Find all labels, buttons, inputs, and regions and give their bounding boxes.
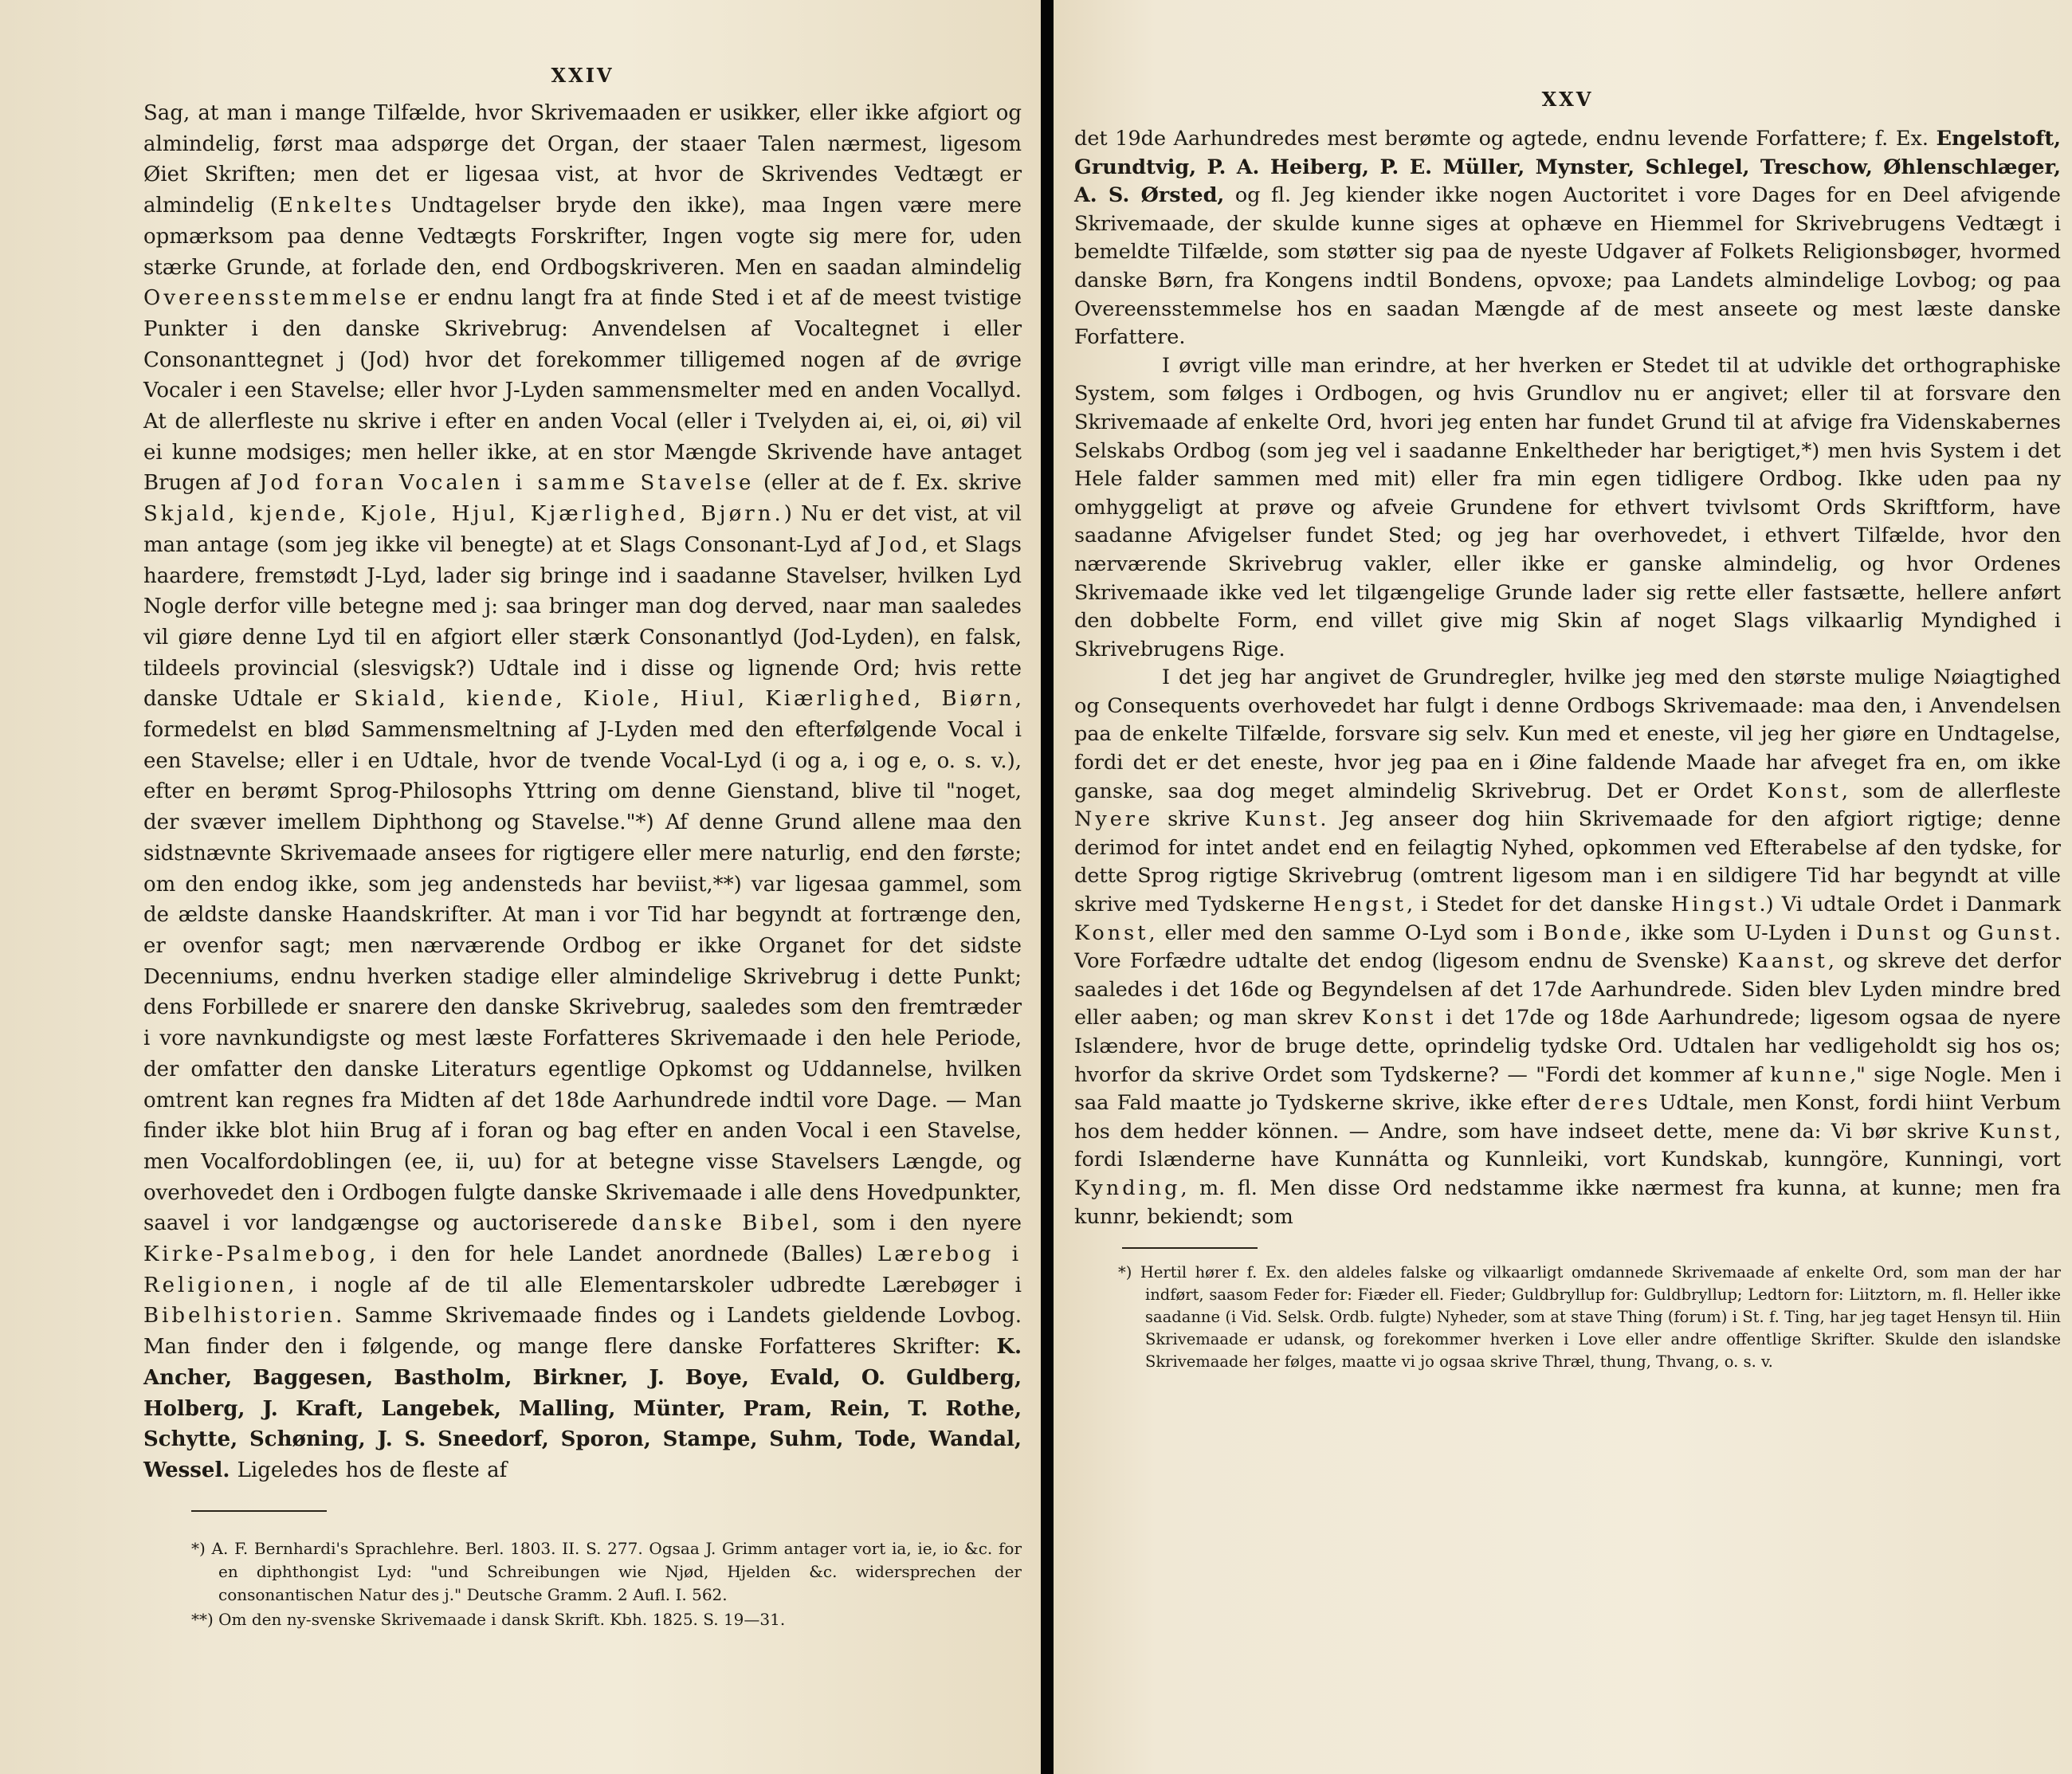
text-run: og fl. Jeg kiender ikke nogen Auctoritet i vore Dages for en Deel afvigende Skrivemaade, der skulde kunne siges at ophæve en Hiemmel for Skrivebrugens Vedtægt i bemeldte Tilfælde, som støtter sig paa de nyeste Udgaver af Folkets Religionsbøger, hvormed danske Børn, fra Kongens indtil Bondens, opvoxe; paa Landets almindelige Lovbog; og paa Overeensstemmelse hos en saadan Mængde af de mest anseete og mest læste danske Forfattere. <box>1074 183 2061 350</box>
emphasized-text: Hingst <box>1671 893 1760 917</box>
emphasized-text: Nyere <box>1074 807 1154 832</box>
paragraph <box>143 98 1022 1486</box>
emphasized-text: Dunst <box>1856 920 1933 945</box>
text-run: , eller med den samme O-Lyd som i <box>1148 920 1544 945</box>
text-run: . Vore Forfædre udtalte det endog (ligesom endnu de Svenske) <box>1074 920 2061 974</box>
emphasized-text: Konst <box>1767 779 1842 803</box>
footnote-rule <box>1122 1247 1258 1249</box>
page-number: XXIV <box>551 64 614 87</box>
text-run: , i Stedet for det danske <box>1407 893 1671 917</box>
footnote: **) Om den ny-svenske Skrivemaade i dansk Skrift. Kbh. 1825. S. 19—31. <box>191 1609 786 1629</box>
text-run: det 19de Aarhundredes mest berømte og agtede, endnu levende Forfattere; f. Ex. <box>1074 127 1937 151</box>
text-run: Ligeledes hos de fleste af <box>230 1458 508 1482</box>
body-text <box>143 98 1022 1486</box>
emphasized-text: Bonde <box>1543 920 1625 945</box>
paragraph <box>1074 664 2061 1231</box>
text-run: , og skreve det derfor saaledes i det 16de og Begyndelsen af det 17de Aarhundrede. Siden blev Lyden mindre bred eller aaben; og man skrev <box>1074 949 2062 1030</box>
text-run: , et Slags haardere, fremstødt J-Lyd, lader sig bringe ind i saadanne Stavelser, hvilken Lyd Nogle derfor ville betegne med j: saa bringer man dog derved, naar man saaledes vil giøre denne Lyd til en afgiort eller stærk Consonantlyd (Jod-Lyden), en falsk, tildeels provincial (slesvigsk?) Udtale ind i disse og lignende Ord; hvis rette danske Udtale er <box>143 532 1022 712</box>
text-run: Sag, at man i mange Tilfælde, hvor Skrivemaaden er usikker, eller ikke afgiort og almindelig, først maa adspørge det Organ, der staaer Talen nærmest, ligesom Øiet Skriften; men det er ligesaa vist, at hvor de Skrivendes Vedtægt er almindelig ( <box>143 101 1022 218</box>
text-run: og <box>1933 920 1978 945</box>
text-run: Undtagelser bryde den ikke), maa Ingen være mere opmærksom paa denne Vedtægts Forskrifter, Ingen vogte sig mere for, uden stærke Grunde, at forlade den, end Ordbogskriveren. Men en saadan almindelig <box>143 194 1022 280</box>
text-run: i det 17de og 18de Aarhundrede; ligesom ogsaa de nyere Islændere, hvor de bruge dette, oprindelig tydske Ord. Udtalen har vedligeholdt sig hos os; hvorfor da skrive Ordet som Tydskerne? — "Fordi det kommer af <box>1074 1006 2061 1087</box>
text-run: ) Nu er det vist, at vil man antage (som jeg ikke vil benegte) at et Slags Consonant-Lyd af <box>143 502 1022 557</box>
text-run: er endnu langt fra at finde Sted i et af de meest tvistige Punkter i den danske Skrivebrug: Anvendelsen af Vocaltegnet i eller Consonanttegnet j (Jod) hvor det forekommer tilligemed nogen af de øvrige Vocaler i een Stavelse; eller hvor J-Lyden sammensmelter med en anden Vocallyd. At de allerfleste nu skrive i efter en anden Vocal (eller i Tvelyden ai, ei, oi, øi) vil ei kunne modsiges; men heller ikke, at en stor Mængde Skrivende have antaget Brugen af <box>143 286 1022 496</box>
footnote-rule <box>191 1510 327 1512</box>
body-text <box>1074 125 2061 1231</box>
emphasized-text: Hengst <box>1313 893 1407 917</box>
emphasized-text: Lærebog i Religionen <box>143 1242 1022 1297</box>
emphasized-text: Konst <box>1074 920 1149 945</box>
text-run: (eller at de f. Ex. skrive <box>754 471 1022 496</box>
emphasized-text: deres <box>1577 1091 1651 1116</box>
text-run: skrive <box>1153 807 1245 832</box>
footnotes <box>191 1537 1022 1631</box>
emphasized-text: Konst <box>1361 1006 1437 1030</box>
right-page <box>1054 0 2072 1774</box>
text-run: , i nogle af de til alle Elementarskoler udbredte Lærebøger i <box>288 1273 1022 1297</box>
text-run: .) Vi udtale Ordet i Danmark <box>1759 893 2061 917</box>
emphasized-text: Kunst <box>1979 1119 2054 1144</box>
emphasized-text: Kirke-Psalmebog <box>143 1242 370 1267</box>
paragraph <box>1074 352 2061 665</box>
emphasized-text: Kynding <box>1074 1175 1181 1200</box>
emphasized-text: danske Bibel <box>631 1211 813 1236</box>
page-number: XXV <box>1541 88 1594 111</box>
emphasized-text: Engelstoft, Grundtvig, P. A. Heiberg, P. E. Müller, Mynster, Schlegel, Treschow, Øhlenschlæger, A. S. Ørsted, <box>1074 127 2061 208</box>
text-run: , ikke som U-Lyden i <box>1624 920 1857 945</box>
text-run: , m. fl. Men disse Ord nedstamme ikke nærmest fra kunna, at kunne; men fra kunnr, bekiendt; som <box>1074 1175 2061 1229</box>
emphasized-text: Overeensstemmelse <box>143 286 410 311</box>
text-run: , i den for hele Landet anordnede (Balles) <box>369 1242 878 1267</box>
text-run: , formedelst en blød Sammensmeltning af J-Lyden med den efterfølgende Vocal i een Stavelse; eller i en Udtale, hvor de tvende Vocal-Lyd (i og a, i og e, o. s. v.), efter en berømt Sprog-Philosophs Yttring om denne Gienstand, blive til "noget, der svæver imellem Diphthong og Stavelse."*) Af denne Grund allene maa den sidstnævnte Skrivemaade ansees for rigtigere eller mere naturlig, end den første; om den endog ikke, som jeg andensteds har beviist,**) var ligesaa gammel, som de ældste danske Haandskrifter. At man i vor Tid har begyndt at fortrænge den, er ovenfor sagt; men nærværende Ordbog er ikke Organet for det sidste Decenniums, endnu hverken stadige eller almindelige Skrivebrug i dette Punkt; dens Forbillede er snarere den danske Skrivebrug, saaledes som den fremtræder i vore navnkundigste og mest læste Forfatteres Skrivemaade i den hele Periode, der omfatter den danske Literaturs egentlige Opkomst og Uddannelse, hvilken omtrent kan regnes fra Midten af det 18de Aarhundrede indtil vore Dage. — Man finder ikke blot hiin Brug af i foran og bag efter en anden Vocal i een Stavelse, men Vocalfordoblingen (ee, ii, uu) for at betegne visse Stavelsers Længde, og overhovedet den i Ordbogen fulgte danske Skrivemaade i alle dens Hovedpunkter, saavel i vor landgængse og auctoriserede <box>143 687 1022 1236</box>
text-run: ," sige Nogle. Men i saa Fald maatte jo Tydskerne skrive, ikke efter <box>1074 1062 2061 1116</box>
emphasized-text: Kunst <box>1244 807 1321 832</box>
emphasized-text: Gunst <box>1977 920 2054 945</box>
emphasized-text: Kaanst <box>1737 949 1828 974</box>
footnote: *) A. F. Bernhardi's Sprachlehre. Berl. 1803. II. S. 277. Ogsaa J. Grimm antager vort ia, ie, io &c. for en diphthongist Lyd: "und Schreibungen wie Njød, Hjelden &c. widersprechen der consonantischen Natur des j." Deutsche Gramm. 2 Aufl. I. 562. <box>191 1538 1022 1604</box>
book-gutter <box>1041 0 1054 1774</box>
footnote: *) Hertil hører f. Ex. den aldeles falske og vilkaarligt omdannede Skrivemaade af enkelte Ord, som man der har indført, saasom Feder for: Fiæder ell. Fieder; Guldbryllup for: Guldbryllup; Ledtorn for: Liitztorn, m. fl. Heller ikke saadanne (i Vid. Selsk. Ordb. fulgte) Nyheder, som at stave Thing (forum) i St. f. Ting, har jeg taget Hensyn til. Hiin Skrivemaade er udansk, og forekommer hverken i Love eller andre offentlige Skrifter. Skulde den islandske Skrivemaade her følges, maatte vi jo ogsaa skrive Thræl, thung, Thvang, o. s. v. <box>1118 1263 2061 1372</box>
text-run: I det jeg har angivet de Grundregler, hvilke jeg med den største mulige Nøiagtighed og Consequents overhovedet har fulgt i denne Ordbogs Skrivemaade: maa den, i Anvendelsen paa de enkelte Tilfælde, forsvare sig selv. Kun med et eneste, vil jeg her giøre en Undtagelse, fordi det er det eneste, hvor jeg paa en i Øine faldende Maade har afveget fra en, om ikke ganske, saa dog meget almindelig Skrivebrug. Det er Ordet <box>1074 665 2061 803</box>
emphasized-text: Skjald, kjende, Kjole, Hjul, Kjærlighed, Bjørn. <box>143 502 784 527</box>
emphasized-text: Enkeltes <box>277 194 395 218</box>
emphasized-text: kunne <box>1770 1062 1850 1087</box>
text-run: , som de allerfleste <box>1841 779 2061 803</box>
text-run: I øvrigt ville man erindre, at her hverken er Stedet til at udvikle det orthographiske System, som følges i Ordbogen, og hvis Grundlov nu er angivet; eller til at forsvare den Skrivemaade af enkelte Ord, hvori jeg enten har fundet Grund til at afvige fra Videnskabernes Selskabs Ordbog (som jeg vel i saadanne Enkeltheder har berigtiget,*) men hvis System i det Hele falder sammen med mit) eller fra min egen tidligere Ordbog. Ikke uden paa ny omhyggeligt at prøve og afveie Grundene for ethvert tvivlsomt Ords Skriftform, have saadanne Afvigelser fundet Sted; og jeg har overhovedet, i ethvert Tilfælde, hvor den nærværende Skrivebrug vakler, eller ikke er ganske almindelig, og hvor Ordenes Skrivemaade ikke ved let tilgængelige Grunde lader sig rette eller fastsætte, hellere anført den dobbelte Form, end villet give mig Skin af noget Slags vilkaarlig Myndighed i Skrivebrugens Rige. <box>1074 353 2061 661</box>
emphasized-text: Jod foran Vocalen i samme Stavelse <box>259 471 755 496</box>
paragraph <box>1074 125 2061 352</box>
text-run: , som i den nyere <box>812 1211 1022 1236</box>
text-run: . Samme Skrivemaade findes og i Landets gieldende Lovbog. Man finder den i følgende, og mange flere danske Forfatteres Skrifter: <box>143 1304 1022 1360</box>
text-run: . Jeg anseer dog hiin Skrivemaade for den afgiort rigtige; denne derimod for intet andet end en feilagtig Nyhed, opkommen ved Efterabelse af den tydske, for dette Sprog rigtige Skrivebrug (omtrent ligesom man i en sildigere Tid har begyndt at ville skrive med Tydskerne <box>1074 807 2061 917</box>
text-run: Udtale, men Konst, fordi hiint Verbum hos dem hedder können. — Andre, som have indseet dette, mene da: Vi bør skrive <box>1074 1091 2061 1144</box>
emphasized-text: K. Ancher, Baggesen, Bastholm, Birkner, J. Boye, Evald, O. Guldberg, Holberg, J. Kraft, Langebek, Malling, Münter, Pram, Rein, T. Rothe, Schytte, Schøning, J. S. Sneedorf, Sporon, Stampe, Suhm, Tode, Wandal, Wessel. <box>143 1335 1022 1482</box>
text-run: , fordi Islænderne have Kunnátta og Kunnleiki, vort Kundskab, kunngöre, Kunningi, vort <box>1074 1119 2061 1172</box>
emphasized-text: Bibelhistorien <box>143 1304 336 1329</box>
footnotes <box>1118 1262 2061 1373</box>
emphasized-text: Jod <box>877 532 922 557</box>
emphasized-text: Skiald, kiende, Kiole, Hiul, Kiærlighed, Biørn <box>354 687 1015 712</box>
